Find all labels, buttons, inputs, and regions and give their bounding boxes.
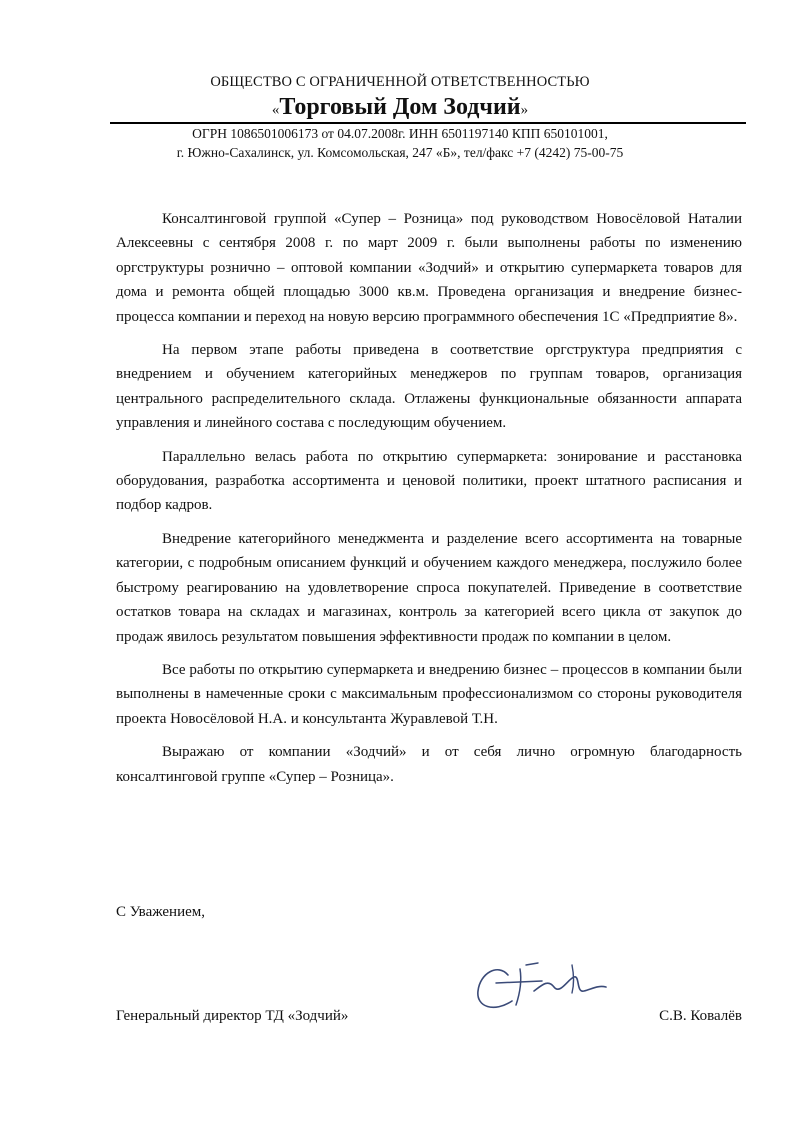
handwritten-signature <box>450 935 630 1025</box>
paragraph: Выражаю от компании «Зодчий» и от себя лично огромную благодарность консалтинговой группе «Супер – Розница». <box>116 744 742 785</box>
registration-line: ОГРН 1086501006173 от 04.07.2008г. ИНН 6501197140 КПП 650101001, <box>192 126 608 141</box>
quote-close: » <box>520 102 529 118</box>
paragraph: Параллельно велась работа по открытию супермаркета: зонирование и расстановка оборудования, разработка ассортимента и ценовой политики, проект штатного расписания и подбор кадров. <box>116 448 742 514</box>
closing-greeting: С Уважением, <box>116 904 206 920</box>
signatory-name: С.В. Ковалёв <box>659 1008 742 1024</box>
org-form-line: ОБЩЕСТВО С ОГРАНИЧЕННОЙ ОТВЕТСТВЕННОСТЬЮ <box>210 74 590 90</box>
address-line: г. Южно-Сахалинск, ул. Комсомольская, 247 «Б», тел/факс +7 (4242) 75-00-75 <box>176 145 624 160</box>
paragraph: На первом этапе работы приведена в соответствие оргструктура предприятия с внедрением и обучением категорийных менеджеров по группам товаров, организация центрального распределительного склада. Отлажены функциональные обязанности аппарата управления и линейного состава с последующим обучением. <box>116 342 742 432</box>
letter-body <box>116 207 742 798</box>
paragraph: Все работы по открытию супермаркета и внедрению бизнес – процессов в компании были выполнены в намеченные сроки с максимальным профессионализмом со стороны руководителя проекта Новосёловой Н.А. и консультанта Журавлевой Т.Н. <box>116 661 742 727</box>
quote-open: « <box>271 102 280 118</box>
paragraph: Внедрение категорийного менеджмента и разделение всего ассортимента на товарные категории, с подробным описанием функций и обучением каждого менеджера, послужило более быстрому реагированию на удовлетворение спроса покупателей. Приведение в соответствие остатков товара на складах и магазинах, контроль за категорией всего цикла от закупок до продаж явилось результатом повышения эффективности продаж по компании в целом. <box>116 530 742 645</box>
header-divider <box>110 122 746 124</box>
signatory-position: Генеральный директор ТД «Зодчий» <box>116 1008 349 1024</box>
company-name: Торговый Дом Зодчий <box>279 94 521 120</box>
company-name-line <box>0 94 800 121</box>
paragraph: Консалтинговой группой «Супер – Розница» под руководством Новосёловой Наталии Алексеевны с сентября 2008 г. по март 2009 г. были выполнены работы по изменению оргструктуры розничнo – оптовой компании «Зодчий» и открытию супермаркета товаров для дома и ремонта общей площадью 3000 кв.м. Проведена организация и внедрение бизнес-процесса компании и переход на новую версию программного обеспечения 1С «Предприятие 8». <box>116 211 742 325</box>
